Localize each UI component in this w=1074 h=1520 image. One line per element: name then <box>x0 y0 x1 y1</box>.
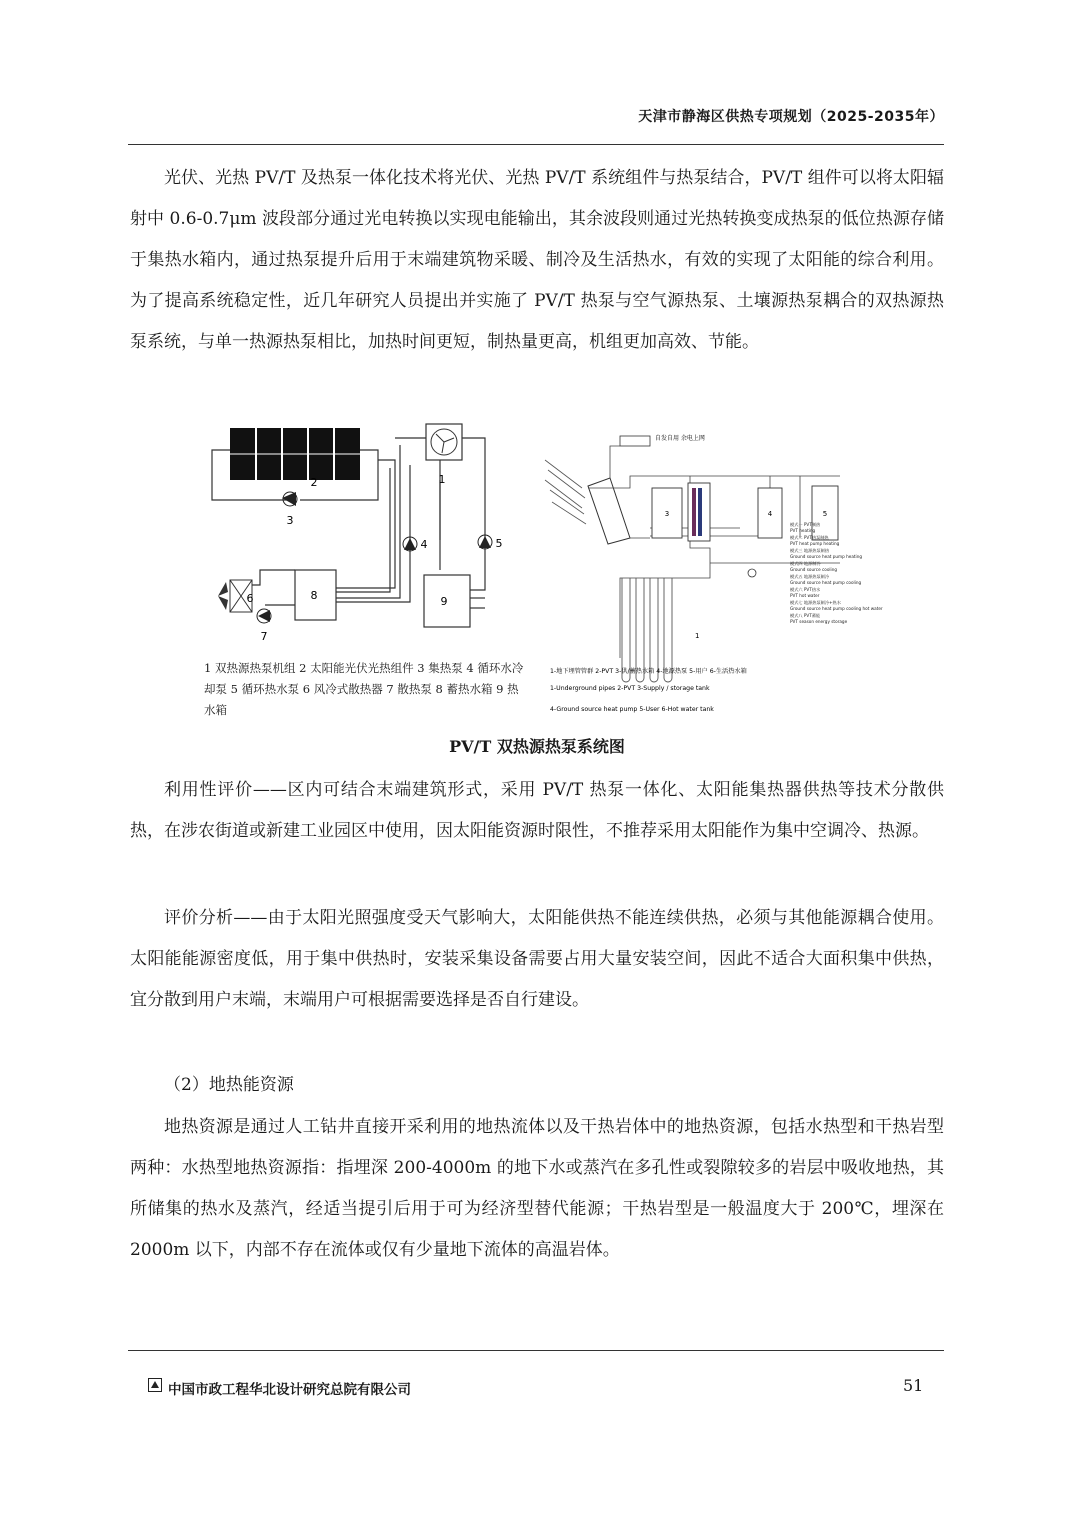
right-caption-en1: 1-Underground pipes 2-PVT 3-Supply / storage tank <box>550 685 710 692</box>
solar-panel-array <box>230 428 360 480</box>
usability-paragraph: 利用性评价——区内可结合末端建筑形式，采用 PV/T 热泵一体化、太阳能集热器供热等技术分散供热，在涉农街道或新建工业园区中使用，因太阳能资源时限性，不推荐采用太阳能作为集中空调冷、热源。 <box>130 780 944 841</box>
box-label-1: 1 <box>695 632 700 640</box>
footer-company-name: 中国市政工程华北设计研究总院有限公司 <box>168 1382 411 1398</box>
page-header <box>128 104 944 145</box>
geothermal-subheading-section <box>130 1065 944 1106</box>
analysis-paragraph: 评价分析——由于太阳光照强度受天气影响大，太阳能供热不能连续供热，必须与其他能源耦合使用。太阳能能源密度低，用于集中供热时，安装采集设备需要占用大量安装空间，因此不适合大面积集中供热，宜分散到用户末端，末端用户可根据需要选择是否自行建设。 <box>130 908 944 1010</box>
svg-text:模式六 PVT热水: 模式六 PVT热水 <box>790 587 821 592</box>
svg-text:模式七 地源热泵制冷+热水: 模式七 地源热泵制冷+热水 <box>790 600 841 605</box>
svg-text:PVT heat pump heating: PVT heat pump heating <box>790 541 840 546</box>
page-number: 51 <box>903 1376 924 1395</box>
ground-source-schematic <box>540 428 883 720</box>
svg-text:Ground source cooling: Ground source cooling <box>790 567 838 572</box>
schematic-legend: 1 双热源热泵机组 2 太阳能光伏光热组件 3 集热泵 4 循环水冷却泵 5 循环热水泵 6 风冷式散热器 7 散热泵 8 蓄热水箱 9 热水箱 <box>204 661 524 717</box>
svg-text:Ground source heat pump heatin: Ground source heat pump heating <box>790 554 863 559</box>
document-title: 天津市静海区供热专项规划（2025-2035年） <box>638 109 944 125</box>
label-2: 2 <box>310 476 318 489</box>
dual-source-schematic <box>200 420 524 720</box>
svg-text:模式三 地源热泵制热: 模式三 地源热泵制热 <box>790 548 830 553</box>
ground-boreholes <box>622 578 672 682</box>
geothermal-section <box>130 1107 944 1271</box>
right-caption-cn: 1-地下埋管管群 2-PVT 3-供/蓄热水箱 4-地源热泵 5-用户 6-生活热水箱 <box>550 668 747 675</box>
schematic-diagram <box>200 420 520 660</box>
label-4: 4 <box>420 538 428 551</box>
right-caption-en2: 4-Ground source heat pump 5-User 6-Hot water tank <box>550 706 714 713</box>
ground-source-diagram <box>540 428 883 720</box>
svg-text:模式五 地源热泵制冷: 模式五 地源热泵制冷 <box>790 574 830 579</box>
svg-text:模式八 PVT蓄能: 模式八 PVT蓄能 <box>790 613 821 618</box>
svg-text:模式四 地源制冷: 模式四 地源制冷 <box>790 561 821 566</box>
box-label-4: 4 <box>767 510 773 518</box>
grid-label: 自发自用 余电上网 <box>655 435 705 442</box>
svg-text:模式一 PVT制热: 模式一 PVT制热 <box>790 522 821 527</box>
company-logo-icon <box>148 1378 162 1392</box>
analysis-section <box>130 898 944 1021</box>
geothermal-paragraph: 地热资源是通过人工钻井直接开采利用的地热流体以及干热岩体中的地热资源，包括水热型和干热岩型两种：水热型地热资源指：指埋深 200-4000m 的地下水或蒸汽在多孔性或裂隙较多的岩层中吸收地热，其所储集的热水及蒸汽，经适当提引后用于可为经济型替代能源；干热岩型是一般温度大于 200℃，埋深在 2000m 以下，内部不存在流体或仅有少量地下流体的高温岩体。 <box>130 1117 944 1260</box>
figure-caption: PV/T 双热源热泵系统图 <box>449 737 625 756</box>
label-7: 7 <box>260 630 268 643</box>
label-9: 9 <box>440 595 448 608</box>
label-1: 1 <box>438 473 446 486</box>
svg-text:PVT season energy storage: PVT season energy storage <box>790 619 848 624</box>
label-5: 5 <box>495 537 503 550</box>
box-label-5: 5 <box>822 510 828 518</box>
intro-paragraph: 光伏、光热 PV/T 及热泵一体化技术将光伏、光热 PV/T 系统组件与热泵结合，PV/T 组件可以将太阳辐射中 0.6-0.7μm 波段部分通过光电转换以实现电能输出，其余波段则通过光热转换变成热泵的低位热源存储于集热水箱内，通过热泵提升后用于末端建筑物采暖、制冷及生活热水，有效的实现了太阳能的综合利用。为了提高系统稳定性，近几年研究人员提出并实施了 PV/T 热泵与空气源热泵、土壤源热泵耦合的双热源热泵系统，与单一热源热泵相比，加热时间更短，制热量更高，机组更加高效、节能。 <box>130 168 944 352</box>
pvt-system-figure <box>200 420 883 720</box>
svg-text:Ground source heat pump coolin: Ground source heat pump cooling hot water <box>790 606 883 611</box>
sun-rays <box>545 460 586 524</box>
label-3: 3 <box>286 514 294 527</box>
page-footer-rule <box>128 1350 944 1351</box>
label-6: 6 <box>246 592 254 605</box>
svg-text:PVT heating: PVT heating <box>790 528 816 533</box>
section-subheading: （2）地热能资源 <box>164 1075 294 1095</box>
usability-section <box>130 770 944 852</box>
svg-text:模式二 PVT热泵制热: 模式二 PVT热泵制热 <box>790 535 829 540</box>
svg-text:PVT hot water: PVT hot water <box>790 593 820 598</box>
svg-text:Ground source heat pump coolin: Ground source heat pump cooling <box>790 580 862 585</box>
box-label-3: 3 <box>664 510 670 518</box>
label-8: 8 <box>310 589 318 602</box>
intro-section <box>130 158 944 363</box>
